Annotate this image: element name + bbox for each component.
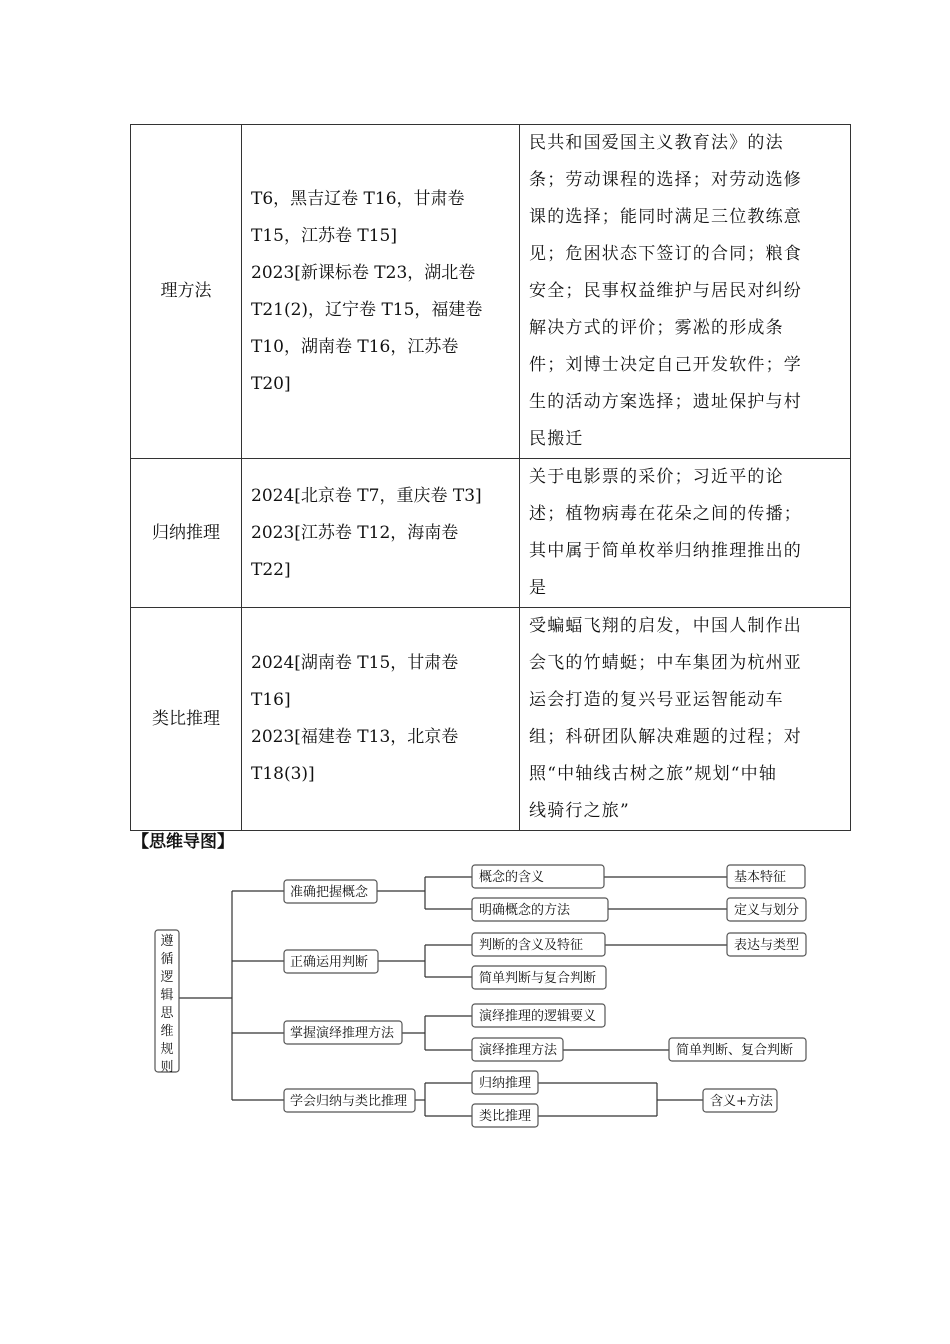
material-line: 生的活动方案选择；遗址保护与村 [529,392,802,412]
mindmap-child [472,1004,605,1027]
material-line: 会飞的竹蜻蜓；中车集团为杭州亚 [529,653,802,673]
material-line: 民搬迁 [529,429,584,449]
exam-source-line: T18(3)] [251,764,315,784]
exam-source-line: 2023[福建卷 T13，北京卷 [251,727,459,747]
mindmap-branch-label: 准确把握概念 [290,885,369,900]
material-line: 是 [529,578,548,598]
material-line: 其中属于简单枚举归纳推理推出的 [529,541,802,561]
mindmap-root-char: 循 [160,952,174,967]
mindmap-child-label: 判断的含义及特征 [479,938,584,953]
mindmap-branch-label: 正确运用判断 [290,955,369,970]
mindmap-branch-label: 学会归纳与类比推理 [290,1094,408,1109]
exam-source-line: T16] [251,690,291,710]
material-line: 运会打造的复兴号亚运智能动车 [529,690,784,710]
mindmap-root-char: 辑 [160,988,174,1003]
mindmap-root-char: 逻 [160,970,174,985]
exam-source-line: T21(2)，辽宁卷 T15，福建卷 [251,299,483,320]
mindmap-child [472,966,606,989]
topic-cell: 理方法 [131,125,242,459]
mindmap-child [472,898,608,921]
mindmap-child-label: 演绎推理方法 [479,1043,558,1058]
material-line: 条；劳动课程的选择；对劳动选修 [529,170,802,190]
mindmap-child [472,933,605,956]
mindmap-connectors [179,877,727,1116]
material-line: 受蝙蝠飞翔的启发，中国人制作出 [529,616,802,636]
mindmap-root [155,930,179,1075]
material-line: 述；植物病毒在花朵之间的传播； [529,504,802,524]
mindmap-leaf-label: 基本特征 [734,870,787,885]
material-line: 课的选择；能同时满足三位教练意 [529,207,802,227]
exam-source-line: T6，黑吉辽卷 T16，甘肃卷 [251,188,465,209]
exam-source-line: 2023[江苏卷 T12，海南卷 [251,522,459,543]
mindmap-leaf [727,865,805,888]
exam-source-line: T22] [251,559,291,580]
mindmap-leaf-label: 表达与类型 [734,938,800,953]
mindmap-root-char: 思 [160,1006,174,1021]
mindmap-child [472,1104,538,1127]
mindmap-child [472,865,604,888]
material-line: 民共和国爱国主义教育法》的法 [529,133,784,153]
mindmap-child-label: 类比推理 [479,1109,532,1124]
material-line: 线骑行之旅” [529,801,630,821]
exam-source-line: T20] [251,373,291,394]
mindmap-child-label: 明确概念的方法 [479,903,571,918]
mindmap-heading: 【思维导图】 [132,832,234,852]
mindmap-child [472,1038,563,1061]
mindmap-leaf [727,933,806,956]
mindmap-child-label: 概念的含义 [479,870,545,885]
mindmap-child-label: 简单判断与复合判断 [479,971,597,986]
mindmap-leaf [669,1038,806,1061]
material-line: 组；科研团队解决难题的过程；对 [529,727,802,747]
mindmap-leaf-label: 定义与划分 [734,903,800,918]
mindmap-leaf-label: 含义+方法 [710,1094,773,1109]
mindmap-branch-label: 掌握演绎推理方法 [290,1026,395,1041]
mindmap-branch [284,1089,415,1112]
exam-source-line: 2024[北京卷 T7，重庆卷 T3] [251,485,482,506]
exam-source-line: 2023[新课标卷 T23，湖北卷 [251,262,476,283]
exam-source-line: 2024[湖南卷 T15，甘肃卷 [251,653,459,673]
mindmap-root-char: 遵 [160,934,174,949]
exam-source-line: T10，湖南卷 T16，江苏卷 [251,336,459,357]
material-line: 照“中轴线古树之旅”规划“中轴 [529,764,778,784]
material-line: 件；刘博士决定自己开发软件；学 [529,355,802,375]
material-line: 关于电影票的采价；习近平的论 [529,467,784,487]
mindmap-branch [284,950,378,973]
topic-cell: 类比推理 [131,608,242,831]
material-line: 解决方式的评价；雾凇的形成条 [529,318,784,338]
mindmap-root-char: 规 [160,1042,174,1057]
mindmap-child-label: 演绎推理的逻辑要义 [479,1009,597,1024]
mindmap-leaf [703,1089,777,1112]
mindmap-branch [284,1021,402,1044]
mindmap-leaf-label: 简单判断、复合判断 [676,1043,794,1058]
exam-source-line: T15，江苏卷 T15] [251,225,397,246]
mindmap-root-char: 维 [160,1024,174,1039]
mindmap-root-char: 则 [160,1060,174,1075]
topic-cell: 归纳推理 [131,459,242,608]
material-line: 见；危困状态下签订的合同；粮食 [529,244,802,264]
material-line: 安全；民事权益维护与居民对纠纷 [529,281,802,301]
mindmap-branch [284,880,377,903]
mindmap-child [472,1071,538,1094]
mindmap-child-label: 归纳推理 [479,1076,532,1091]
mindmap-leaf [727,898,806,921]
